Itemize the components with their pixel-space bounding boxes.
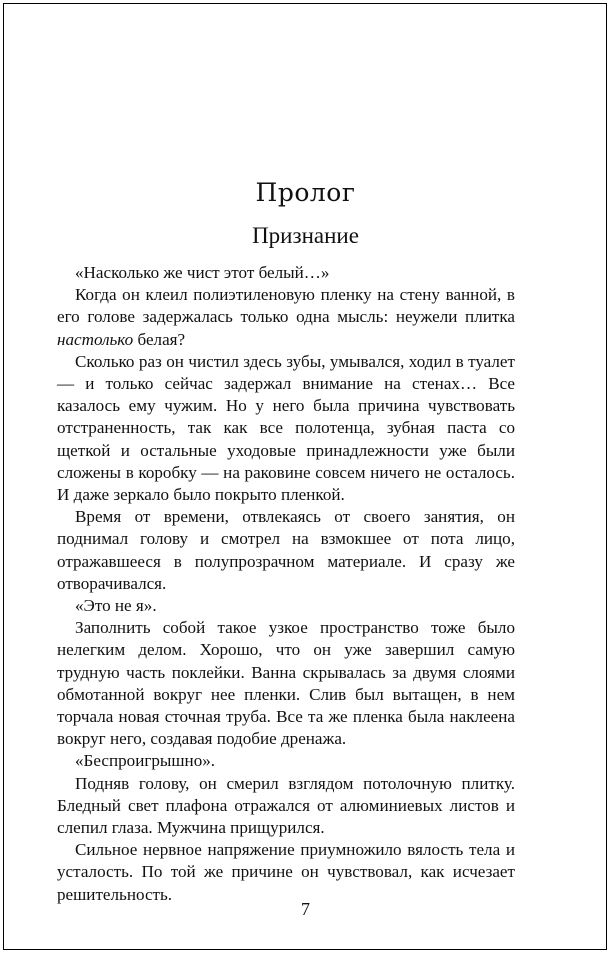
paragraph-2-emphasis: настолько — [57, 329, 134, 349]
paragraph-6: Заполнить собой такое узкое пространство тоже было нелегким делом. Хорошо, что он уже завершил самую трудную часть поклейки. Ванна скрывалась за двумя слоями обмотанной вокруг нее пленки. Слив был вытащен, в нем торчала новая сточная труба. Все та же пленка была наклеена вокруг него, создавая подобие дренажа. — [57, 618, 515, 749]
chapter-title: Пролог — [255, 178, 356, 207]
paragraph-7: «Беспроигрышно». — [75, 751, 216, 771]
paragraph-2-part-3: белая? — [133, 329, 186, 349]
page-number: 7 — [301, 899, 310, 919]
chapter-subtitle: Признание — [252, 223, 359, 248]
body-text — [57, 262, 515, 906]
paragraph-1: «Насколько же чист этот белый…» — [75, 263, 330, 282]
paragraph-2 — [57, 284, 515, 351]
paragraph-3: Сколько раз он чистил здесь зубы, умывался, ходил в туалет — и только сейчас задержал внимание на стенах… Все казалось ему чужим. Но у него была причина чувствовать отстраненность, так как все полотенца, зубная паста со щеткой и остальные уходовые принадлежности уже были сложены в коробку — на раковине совсем ничего не осталось. И даже зеркало было покрыто пленкой. — [57, 351, 515, 505]
paragraph-4: Время от времени, отвлекаясь от своего занятия, он поднимал голову и смотрел на взмокшее от пота лицо, отражавшееся в полупрозрачном материале. И сразу же отворачивался. — [57, 507, 515, 593]
paragraph-9: Сильное нервное напряжение приумножило вялость тела и усталость. По той же причине он чувствовал, как исчезает решительность. — [57, 840, 515, 904]
paragraph-2-part-1: Когда он клеил полиэтиленовую пленку на стену ванной, в его голове задержалась только одна мысль: неужели плитка — [57, 285, 515, 327]
paragraph-5: «Это не я». — [75, 596, 157, 616]
paragraph-8: Подняв голову, он смерил взглядом потолочную плитку. Бледный свет плафона отражался от алюминиевых листов и слепил глаза. Мужчина прищурился. — [57, 773, 515, 838]
